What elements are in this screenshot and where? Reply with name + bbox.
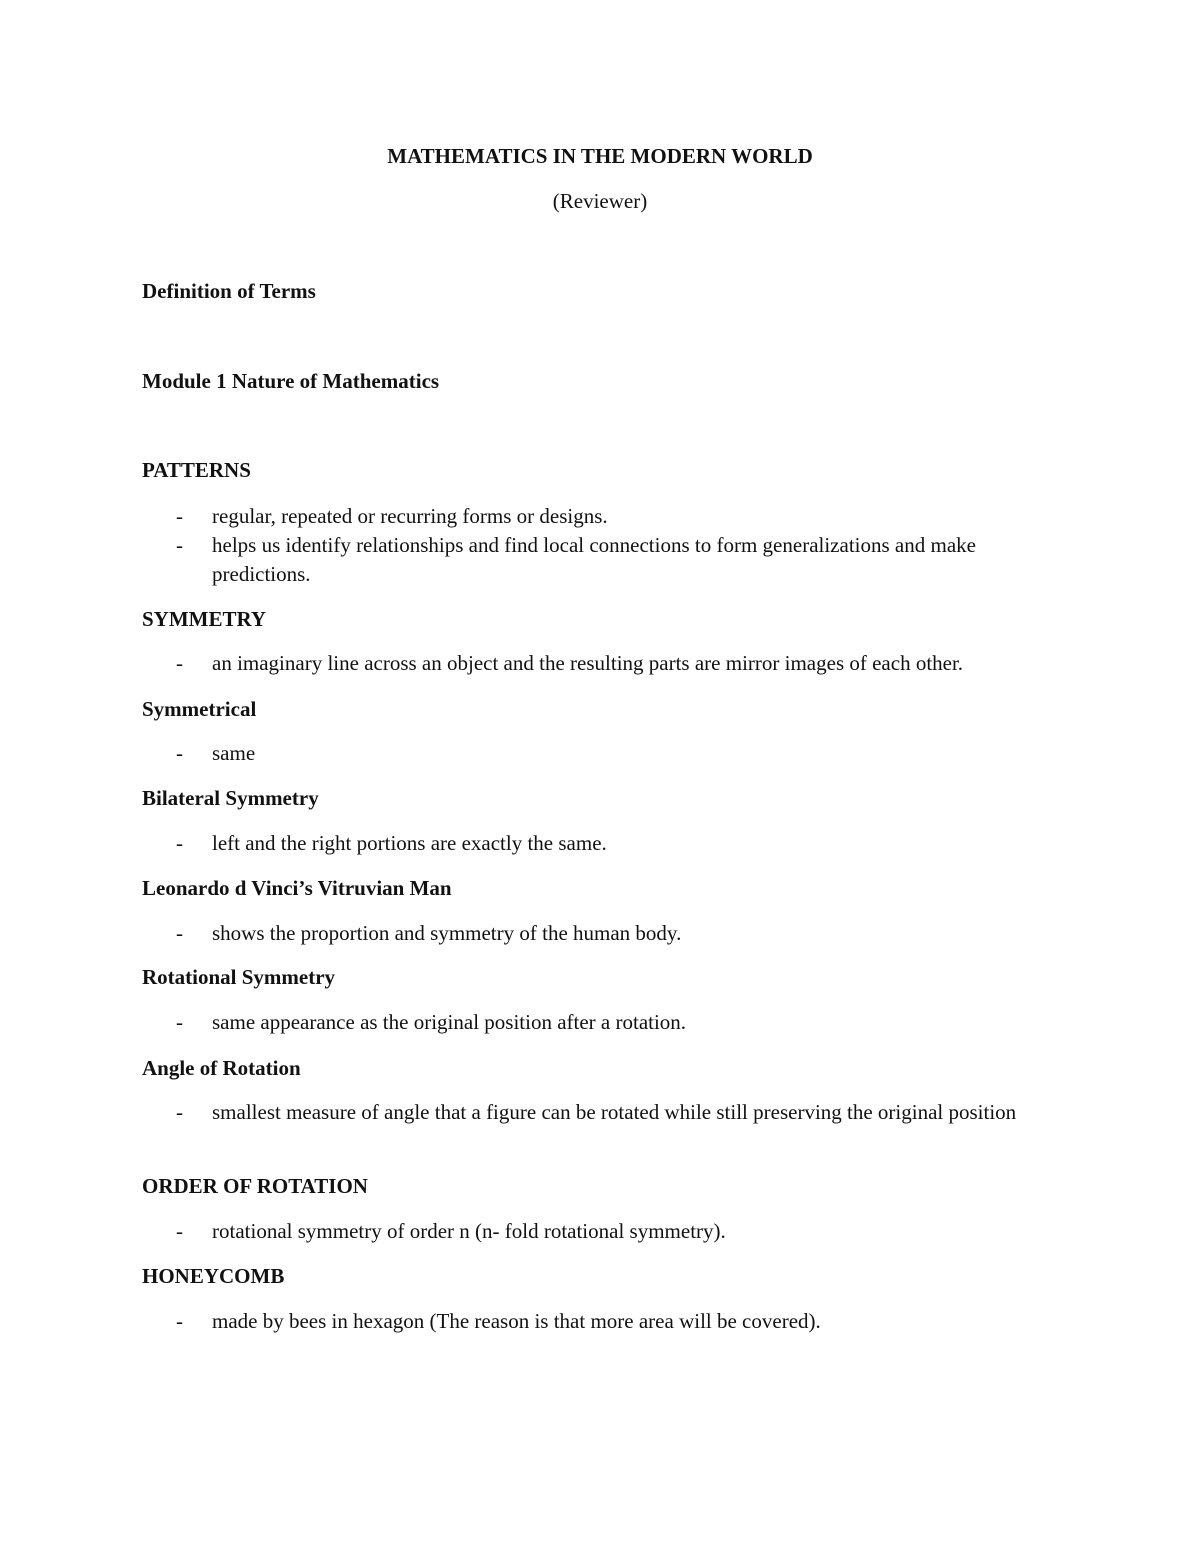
definition-text: rotational symmetry of order n (n- fold rotational symmetry).: [212, 1219, 726, 1243]
bullet-dash: -: [176, 1219, 183, 1243]
definition-item: [142, 919, 1062, 948]
definition-item: [142, 1098, 1062, 1127]
definition-item: [142, 649, 1062, 678]
document-subtitle: (Reviewer): [552, 189, 648, 213]
definition-text: left and the right portions are exactly the same.: [212, 831, 607, 855]
term-bilateral-symmetry: Bilateral Symmetry: [142, 786, 319, 810]
definition-text: same appearance as the original position after a rotation.: [212, 1010, 687, 1034]
bullet-dash: -: [176, 921, 183, 945]
definition-item: [142, 531, 1062, 589]
definition-text: shows the proportion and symmetry of the human body.: [212, 921, 682, 945]
definition-text: regular, repeated or recurring forms or designs.: [212, 504, 608, 528]
definition-item: [142, 739, 1062, 768]
term-order-of-rotation: ORDER OF ROTATION: [142, 1174, 368, 1198]
term-rotational-symmetry: Rotational Symmetry: [142, 965, 336, 989]
definition-text: same: [212, 741, 256, 765]
definition-item: [142, 829, 1062, 858]
definition-item: [142, 1217, 1062, 1246]
bullet-dash: -: [176, 1309, 183, 1333]
bullet-dash: -: [176, 504, 183, 528]
definition-item: [142, 1008, 1062, 1037]
term-angle-of-rotation: Angle of Rotation: [142, 1056, 301, 1080]
bullet-dash: -: [176, 831, 183, 855]
definition-text: helps us identify relationships and find local connections to form generalizations and make predictions.: [212, 533, 976, 586]
definition-text: made by bees in hexagon (The reason is that more area will be covered).: [212, 1309, 821, 1333]
document-title: MATHEMATICS IN THE MODERN WORLD: [387, 144, 813, 168]
definition-text: an imaginary line across an object and the resulting parts are mirror images of each other.: [212, 651, 964, 675]
bullet-dash: -: [176, 651, 183, 675]
bullet-dash: -: [176, 1100, 183, 1124]
section-heading: Definition of Terms: [142, 279, 316, 303]
term-patterns: PATTERNS: [142, 458, 251, 482]
definition-item: [142, 502, 1062, 531]
term-vitruvian-man: Leonardo d Vinci’s Vitruvian Man: [142, 876, 452, 900]
bullet-dash: -: [176, 1010, 183, 1034]
definition-item: [142, 1307, 1062, 1336]
definition-text: smallest measure of angle that a figure can be rotated while still preserving the original position: [212, 1100, 1017, 1124]
term-symmetrical: Symmetrical: [142, 697, 257, 721]
term-symmetry: SYMMETRY: [142, 607, 267, 631]
module-heading: Module 1 Nature of Mathematics: [142, 369, 440, 393]
term-honeycomb: HONEYCOMB: [142, 1264, 285, 1288]
bullet-dash: -: [176, 741, 183, 765]
bullet-dash: -: [176, 533, 183, 557]
